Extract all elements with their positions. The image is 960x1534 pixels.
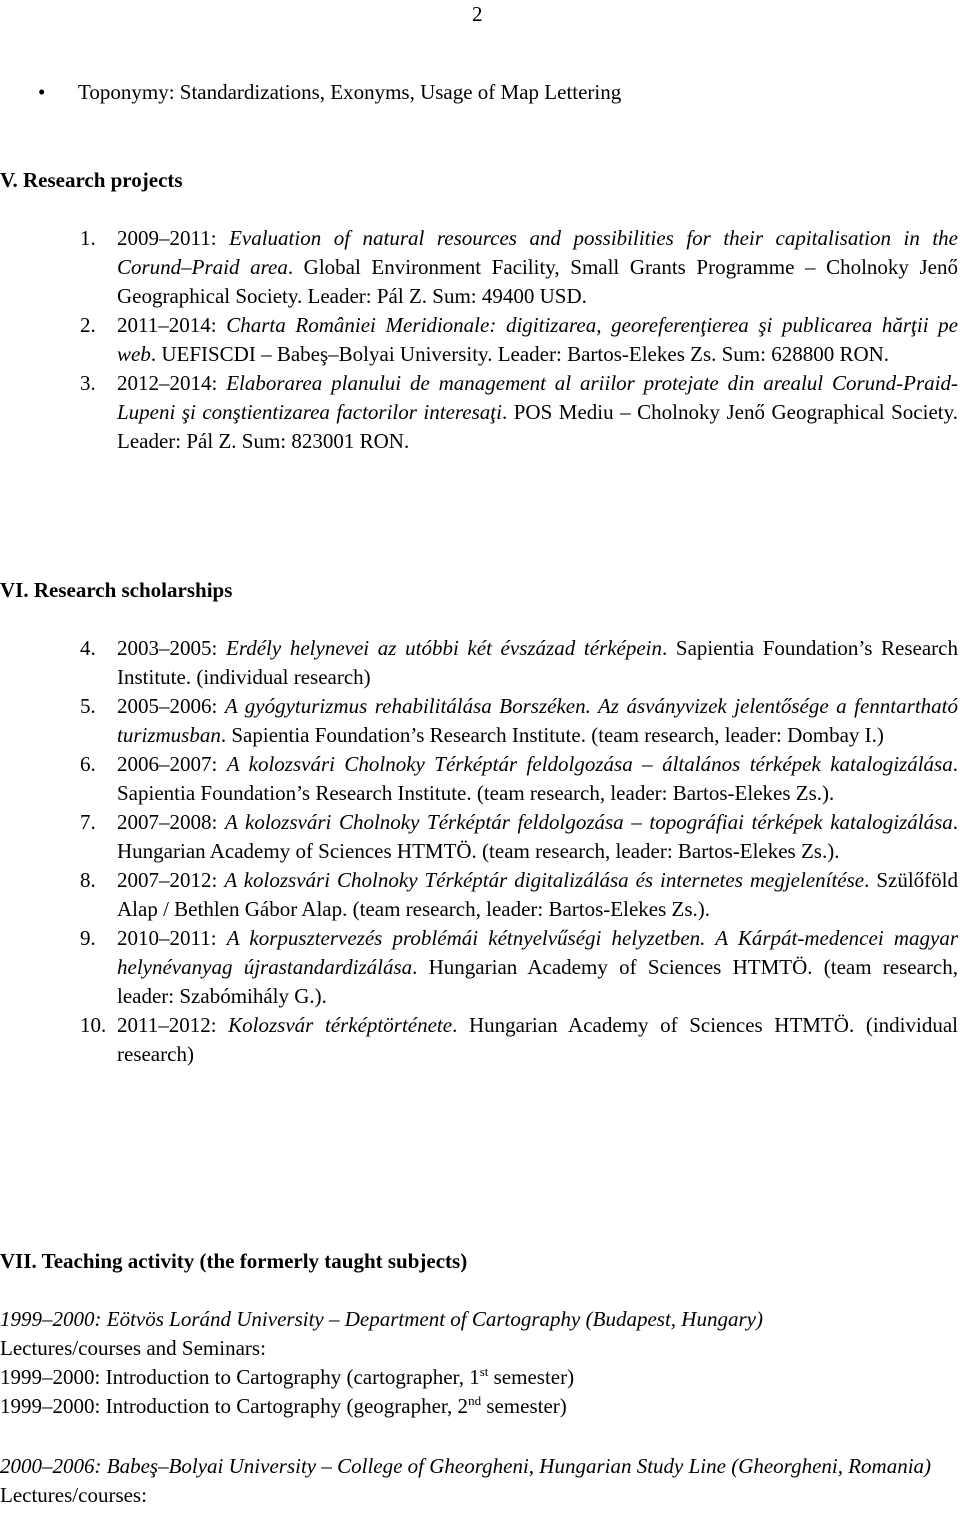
- item-number: 3.: [80, 371, 96, 395]
- list-item: [0, 311, 958, 369]
- item-title: A korpusztervezés problémái kétnyelvűségi helyzetben. A Kárpát-medencei magyar helynévanyag újrastandardizálása: [117, 926, 958, 979]
- list-item: [0, 866, 958, 924]
- institution-line: [0, 1452, 958, 1481]
- section-heading-teaching-activity: VII. Teaching activity (the formerly taught subjects): [0, 1249, 468, 1273]
- course-line: [0, 1363, 958, 1392]
- item-years: 2005–2006:: [117, 694, 225, 718]
- item-years: 2003–2005:: [117, 636, 226, 660]
- institution-text: 1999–2000: Eötvös Loránd University – Department of Cartography (Budapest, Hungary): [0, 1307, 763, 1331]
- item-years: 2011–2014:: [117, 313, 227, 337]
- item-details: . Global Environment Facility, Small Grants Programme – Cholnoky Jenő Geographical Society. Leader: Pál Z. Sum: 49400 USD.: [117, 255, 958, 308]
- item-years: 2010–2011:: [117, 926, 227, 950]
- item-details: . POS Mediu – Cholnoky Jenő Geographical Society. Leader: Pál Z. Sum: 823001 RON.: [117, 400, 958, 453]
- bullet-text: Toponymy: Standardizations, Exonyms, Usage of Map Lettering: [78, 80, 622, 104]
- item-details: . Hungarian Academy of Sciences HTMTÖ. (individual research): [117, 1013, 958, 1066]
- item-number: 4.: [80, 636, 96, 660]
- course-text: 1999–2000: Introduction to Cartography (cartographer, 1: [0, 1365, 480, 1389]
- item-title: A gyógyturizmus rehabilitálása Borszéken. Az ásványvizek jelentősége a fenntartható turizmusban: [117, 694, 958, 747]
- item-title: Evaluation of natural resources and possibilities for their capitalisation in the Corund–Praid area: [117, 226, 958, 279]
- item-details: . Hungarian Academy of Sciences HTMTÖ. (team research, leader: Bartos-Elekes Zs.).: [117, 810, 958, 863]
- item-title: Kolozsvár térképtörténete: [228, 1013, 453, 1037]
- subheading: Lectures/courses:: [0, 1483, 147, 1507]
- list-item: [0, 634, 958, 692]
- list-item: [0, 1011, 958, 1069]
- item-number: 7.: [80, 810, 96, 834]
- item-details: . Sapientia Foundation’s Research Institute. (team research, leader: Dombay I.): [220, 723, 884, 747]
- list-item: [0, 750, 958, 808]
- section-heading-research-scholarships: VI. Research scholarships: [0, 578, 233, 602]
- course-text-end: semester): [488, 1365, 575, 1389]
- institution-line: [0, 1305, 958, 1334]
- item-number: 8.: [80, 868, 96, 892]
- item-number: 10.: [80, 1013, 107, 1037]
- teaching-block-bbu: [0, 1452, 958, 1510]
- item-number: 1.: [80, 226, 96, 250]
- item-title: A kolozsvári Cholnoky Térképtár digitalizálása és internetes megjelenítése: [224, 868, 865, 892]
- item-details: . Sapientia Foundation’s Research Institute. (team research, leader: Bartos-Elekes Zs.).: [117, 752, 958, 805]
- page-number: 2: [472, 2, 483, 26]
- item-years: 2007–2012:: [117, 868, 225, 892]
- item-title: A kolozsvári Cholnoky Térképtár feldolgozása – topográfiai térképek katalogizálása: [224, 810, 953, 834]
- course-text-end: semester): [481, 1394, 567, 1418]
- list-item: [0, 808, 958, 866]
- list-item: [0, 369, 958, 456]
- institution-text: 2000–2006: Babeş–Bolyai University – College of Gheorgheni, Hungarian Study Line (Gheorgheni, Romania): [0, 1454, 932, 1478]
- research-scholarships-list: [0, 634, 958, 1069]
- research-projects-list: [0, 224, 958, 456]
- list-item: [0, 924, 958, 1011]
- subheading: Lectures/courses and Seminars:: [0, 1336, 266, 1360]
- course-line: [0, 1392, 958, 1421]
- item-number: 6.: [80, 752, 96, 776]
- item-number: 9.: [80, 926, 96, 950]
- item-details: . Szülőföld Alap / Bethlen Gábor Alap. (team research, leader: Bartos-Elekes Zs.).: [117, 868, 958, 921]
- item-years: 2009–2011:: [117, 226, 230, 250]
- course-text: 1999–2000: Introduction to Cartography (geographer, 2: [0, 1394, 469, 1418]
- item-title: A kolozsvári Cholnoky Térképtár feldolgozása – általános térképek katalogizálása: [226, 752, 953, 776]
- item-details: . Hungarian Academy of Sciences HTMTÖ. (team research, leader: Szabómihály G.).: [117, 955, 958, 1008]
- ordinal-suffix: st: [479, 1364, 489, 1379]
- section-heading-research-projects: V. Research projects: [0, 168, 183, 192]
- item-details: . Sapientia Foundation’s Research Institute. (individual research): [117, 636, 958, 689]
- item-years: 2011–2012:: [117, 1013, 229, 1037]
- list-item: [0, 224, 958, 311]
- teaching-block-elte: [0, 1305, 958, 1421]
- list-item: [0, 692, 958, 750]
- bullet-icon: •: [38, 80, 46, 104]
- item-years: 2006–2007:: [117, 752, 227, 776]
- item-title: Charta României Meridionale: digitizarea, georeferenţierea şi publicarea hărţii pe web: [117, 313, 959, 366]
- item-number: 5.: [80, 694, 96, 718]
- item-details: . UEFISCDI – Babeş–Bolyai University. Leader: Bartos-Elekes Zs. Sum: 628800 RON.: [150, 342, 890, 366]
- ordinal-suffix: nd: [468, 1393, 482, 1408]
- item-years: 2007–2008:: [117, 810, 225, 834]
- item-years: 2012–2014:: [117, 371, 227, 395]
- bullet-list-item: [38, 78, 621, 107]
- item-title: Erdély helynevei az utóbbi két évszázad térképein: [226, 636, 662, 660]
- item-number: 2.: [80, 313, 96, 337]
- item-title: Elaborarea planului de management al ariilor protejate din arealul Corund-Praid-Lupeni şi conştientizarea factorilor interesaţi: [117, 371, 958, 424]
